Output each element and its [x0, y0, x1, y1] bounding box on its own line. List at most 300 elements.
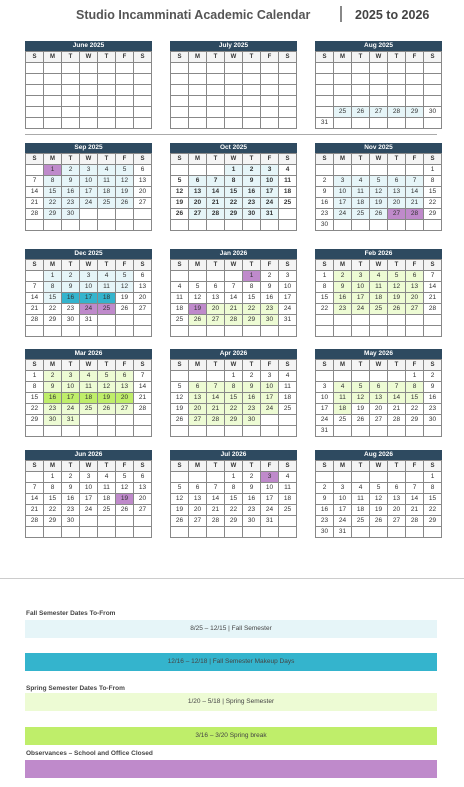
- day-cell: 2: [44, 371, 62, 382]
- day-cell: [261, 63, 279, 74]
- day-cell: 9: [424, 382, 442, 393]
- weekday-label: S: [279, 52, 297, 63]
- day-cell: [352, 472, 370, 483]
- month-header: Feb 2026: [315, 249, 442, 259]
- weekday-label: W: [370, 260, 388, 271]
- weekday-label: S: [279, 461, 297, 472]
- day-cell: 13: [189, 393, 207, 404]
- day-cell: 25: [352, 209, 370, 220]
- day-cell: [134, 315, 152, 326]
- day-cell: 12: [352, 393, 370, 404]
- day-cell: 19: [116, 293, 134, 304]
- day-cell: 13: [116, 382, 134, 393]
- day-cell: [424, 326, 442, 337]
- day-cell: 22: [225, 198, 243, 209]
- day-cell: [26, 426, 44, 437]
- weekday-label: S: [279, 154, 297, 165]
- day-cell: 4: [279, 165, 297, 176]
- month-calendar: [170, 249, 297, 337]
- day-cell: [171, 63, 189, 74]
- day-cell: 30: [261, 315, 279, 326]
- day-cell: [334, 220, 352, 231]
- day-cell: [316, 96, 334, 107]
- day-cell: 3: [279, 271, 297, 282]
- day-cell: [26, 85, 44, 96]
- day-cell: [116, 220, 134, 231]
- day-cell: 31: [316, 118, 334, 129]
- day-cell: 9: [243, 483, 261, 494]
- day-cell: 11: [98, 483, 116, 494]
- day-cell: [26, 527, 44, 538]
- weekday-label: T: [62, 260, 80, 271]
- day-cell: [334, 165, 352, 176]
- day-cell: 9: [316, 187, 334, 198]
- weekday-label: S: [424, 52, 442, 63]
- day-cell: [189, 426, 207, 437]
- day-cell: [80, 85, 98, 96]
- day-cell: 23: [62, 304, 80, 315]
- day-cell: 30: [62, 315, 80, 326]
- day-cell: 15: [225, 187, 243, 198]
- day-cell: [352, 165, 370, 176]
- day-cell: 8: [406, 382, 424, 393]
- day-cell: [279, 63, 297, 74]
- weekday-label: S: [316, 260, 334, 271]
- day-cell: [334, 426, 352, 437]
- weekday-label: S: [171, 154, 189, 165]
- day-cell: 10: [80, 176, 98, 187]
- day-cell: 4: [352, 176, 370, 187]
- day-cell: 24: [261, 198, 279, 209]
- day-cell: [316, 74, 334, 85]
- day-cell: [261, 426, 279, 437]
- day-cell: 20: [406, 293, 424, 304]
- day-cell: [189, 74, 207, 85]
- day-cell: 23: [261, 304, 279, 315]
- day-cell: 9: [334, 282, 352, 293]
- day-cell: 6: [134, 472, 152, 483]
- day-cell: 14: [424, 282, 442, 293]
- day-cell: 1: [44, 165, 62, 176]
- day-cell: 19: [388, 293, 406, 304]
- day-cell: [44, 426, 62, 437]
- day-cell: 2: [62, 472, 80, 483]
- fall-legend-heading: Fall Semester Dates To-From: [26, 610, 116, 617]
- weekday-label: T: [352, 52, 370, 63]
- day-cell: 9: [62, 176, 80, 187]
- day-cell: [44, 118, 62, 129]
- day-cell: 25: [370, 304, 388, 315]
- day-cell: 1: [44, 472, 62, 483]
- day-cell: 4: [370, 271, 388, 282]
- day-cell: 31: [261, 209, 279, 220]
- weekday-label: W: [225, 360, 243, 371]
- month-header: Aug 2026: [315, 450, 442, 460]
- day-cell: 19: [116, 187, 134, 198]
- day-cell: 21: [225, 304, 243, 315]
- day-cell: 10: [80, 282, 98, 293]
- day-cell: 26: [171, 415, 189, 426]
- day-cell: [134, 96, 152, 107]
- day-cell: 22: [44, 198, 62, 209]
- day-cell: [26, 118, 44, 129]
- day-cell: [370, 220, 388, 231]
- day-cell: [406, 315, 424, 326]
- day-cell: [207, 96, 225, 107]
- weekday-label: S: [424, 154, 442, 165]
- weekday-label: W: [225, 52, 243, 63]
- day-cell: [243, 63, 261, 74]
- day-cell: [352, 118, 370, 129]
- day-cell: [243, 96, 261, 107]
- day-cell: [243, 74, 261, 85]
- day-cell: 9: [243, 176, 261, 187]
- day-cell: 13: [134, 282, 152, 293]
- day-cell: 23: [316, 516, 334, 527]
- weekday-label: T: [207, 52, 225, 63]
- weekday-label: F: [261, 52, 279, 63]
- day-cell: 19: [189, 304, 207, 315]
- day-cell: 26: [352, 415, 370, 426]
- day-cell: 8: [424, 176, 442, 187]
- day-cell: 7: [26, 176, 44, 187]
- day-cell: 5: [98, 371, 116, 382]
- fall-makeup-legend: 12/16 – 12/18 | Fall Semester Makeup Days: [25, 653, 437, 671]
- day-cell: 10: [279, 282, 297, 293]
- weekday-label: M: [44, 154, 62, 165]
- day-cell: 3: [261, 165, 279, 176]
- day-cell: 10: [334, 187, 352, 198]
- weekday-label: S: [424, 260, 442, 271]
- day-cell: 4: [171, 282, 189, 293]
- day-cell: [98, 96, 116, 107]
- day-cell: [261, 74, 279, 85]
- day-cell: 11: [80, 382, 98, 393]
- day-cell: [261, 415, 279, 426]
- day-cell: [352, 527, 370, 538]
- day-cell: 8: [424, 483, 442, 494]
- day-cell: 9: [261, 282, 279, 293]
- day-cell: 28: [406, 209, 424, 220]
- day-cell: 28: [388, 415, 406, 426]
- day-cell: [370, 315, 388, 326]
- weekday-label: T: [62, 154, 80, 165]
- day-cell: 31: [316, 426, 334, 437]
- day-cell: [279, 426, 297, 437]
- day-cell: 26: [388, 304, 406, 315]
- day-cell: 5: [116, 472, 134, 483]
- day-cell: [424, 74, 442, 85]
- day-cell: 20: [189, 505, 207, 516]
- day-cell: [225, 527, 243, 538]
- month-calendar: [170, 143, 297, 231]
- day-cell: [207, 107, 225, 118]
- day-cell: 7: [225, 282, 243, 293]
- day-cell: 3: [352, 271, 370, 282]
- day-cell: [243, 426, 261, 437]
- day-cell: 28: [134, 404, 152, 415]
- weekday-label: F: [116, 52, 134, 63]
- day-cell: [370, 426, 388, 437]
- day-cell: 5: [388, 271, 406, 282]
- day-cell: [171, 271, 189, 282]
- day-cell: 6: [134, 271, 152, 282]
- day-cell: [116, 326, 134, 337]
- month-header: Aug 2025: [315, 41, 442, 51]
- day-cell: [370, 371, 388, 382]
- weekday-label: F: [406, 52, 424, 63]
- day-cell: [406, 426, 424, 437]
- weekday-label: S: [134, 461, 152, 472]
- weekday-label: M: [44, 52, 62, 63]
- day-cell: [98, 107, 116, 118]
- weekday-label: M: [334, 52, 352, 63]
- month-calendar: [315, 143, 442, 231]
- day-cell: [189, 271, 207, 282]
- day-cell: 1: [225, 165, 243, 176]
- weekday-label: F: [406, 260, 424, 271]
- day-cell: 4: [279, 472, 297, 483]
- day-cell: 3: [334, 176, 352, 187]
- day-cell: 21: [26, 304, 44, 315]
- day-cell: 20: [134, 293, 152, 304]
- month-header: Oct 2025: [170, 143, 297, 153]
- weekday-label: T: [388, 154, 406, 165]
- day-cell: 3: [261, 371, 279, 382]
- day-cell: [26, 96, 44, 107]
- day-cell: 1: [406, 371, 424, 382]
- day-cell: 24: [80, 505, 98, 516]
- day-cell: 8: [225, 176, 243, 187]
- day-cell: 10: [334, 494, 352, 505]
- day-cell: 11: [171, 293, 189, 304]
- day-cell: 6: [388, 176, 406, 187]
- day-cell: [424, 118, 442, 129]
- day-cell: [406, 85, 424, 96]
- weekday-label: M: [44, 360, 62, 371]
- day-cell: 5: [116, 165, 134, 176]
- day-cell: 23: [316, 209, 334, 220]
- day-cell: 7: [424, 271, 442, 282]
- day-cell: 29: [225, 516, 243, 527]
- day-cell: [26, 63, 44, 74]
- day-cell: [134, 107, 152, 118]
- weekday-label: T: [62, 52, 80, 63]
- day-cell: [334, 63, 352, 74]
- day-cell: 22: [225, 505, 243, 516]
- day-cell: 16: [243, 494, 261, 505]
- day-cell: 14: [406, 187, 424, 198]
- day-cell: 17: [80, 494, 98, 505]
- day-cell: 12: [98, 382, 116, 393]
- observance-legend: [25, 760, 437, 778]
- day-cell: 16: [424, 393, 442, 404]
- day-cell: [406, 220, 424, 231]
- day-cell: 15: [44, 293, 62, 304]
- day-cell: [171, 472, 189, 483]
- day-cell: 8: [44, 176, 62, 187]
- day-cell: 12: [171, 494, 189, 505]
- day-cell: 10: [316, 393, 334, 404]
- day-cell: [279, 85, 297, 96]
- weekday-label: W: [370, 461, 388, 472]
- day-cell: [370, 118, 388, 129]
- day-cell: [98, 516, 116, 527]
- day-cell: 1: [316, 271, 334, 282]
- day-cell: [207, 271, 225, 282]
- day-cell: [134, 220, 152, 231]
- day-cell: 16: [44, 393, 62, 404]
- day-cell: 8: [243, 282, 261, 293]
- day-cell: [189, 326, 207, 337]
- day-cell: [334, 118, 352, 129]
- day-cell: 12: [116, 282, 134, 293]
- day-cell: 30: [62, 516, 80, 527]
- day-cell: [26, 74, 44, 85]
- day-cell: [80, 527, 98, 538]
- day-cell: [225, 63, 243, 74]
- day-cell: 7: [26, 282, 44, 293]
- day-cell: 6: [189, 483, 207, 494]
- day-cell: [334, 74, 352, 85]
- month-calendar: [25, 450, 152, 538]
- day-cell: [352, 220, 370, 231]
- day-cell: [171, 527, 189, 538]
- day-cell: 12: [370, 187, 388, 198]
- weekday-label: F: [261, 260, 279, 271]
- day-cell: 5: [171, 176, 189, 187]
- day-cell: 6: [406, 271, 424, 282]
- day-cell: 16: [316, 198, 334, 209]
- day-cell: [388, 96, 406, 107]
- day-cell: 14: [207, 393, 225, 404]
- day-cell: 15: [424, 187, 442, 198]
- day-cell: 10: [261, 382, 279, 393]
- day-cell: 30: [316, 220, 334, 231]
- day-cell: 30: [424, 107, 442, 118]
- day-cell: 3: [316, 382, 334, 393]
- day-cell: 7: [134, 371, 152, 382]
- weekday-label: W: [80, 461, 98, 472]
- day-cell: 29: [44, 209, 62, 220]
- day-cell: 22: [225, 404, 243, 415]
- day-cell: [279, 74, 297, 85]
- day-cell: [388, 315, 406, 326]
- day-cell: 15: [225, 393, 243, 404]
- day-cell: 14: [225, 293, 243, 304]
- day-cell: 27: [370, 415, 388, 426]
- day-cell: 27: [189, 516, 207, 527]
- day-cell: [116, 527, 134, 538]
- day-cell: [261, 107, 279, 118]
- day-cell: [189, 85, 207, 96]
- day-cell: [44, 527, 62, 538]
- day-cell: 14: [207, 494, 225, 505]
- month-header: Apr 2026: [170, 349, 297, 359]
- month-header: Jul 2026: [170, 450, 297, 460]
- day-cell: 19: [171, 198, 189, 209]
- weekday-label: T: [98, 360, 116, 371]
- day-cell: 24: [279, 304, 297, 315]
- day-cell: [189, 118, 207, 129]
- day-cell: 23: [62, 198, 80, 209]
- day-cell: [80, 96, 98, 107]
- day-cell: 22: [44, 505, 62, 516]
- day-cell: 30: [243, 209, 261, 220]
- day-cell: [225, 426, 243, 437]
- day-cell: [62, 426, 80, 437]
- weekday-label: T: [98, 154, 116, 165]
- day-cell: [171, 74, 189, 85]
- day-cell: 14: [26, 187, 44, 198]
- day-cell: 16: [316, 505, 334, 516]
- day-cell: 20: [134, 187, 152, 198]
- day-cell: 29: [406, 107, 424, 118]
- day-cell: 21: [388, 404, 406, 415]
- weekday-label: F: [261, 360, 279, 371]
- day-cell: 22: [424, 505, 442, 516]
- weekday-label: S: [316, 360, 334, 371]
- day-cell: 26: [98, 404, 116, 415]
- day-cell: [370, 96, 388, 107]
- day-cell: [189, 527, 207, 538]
- weekday-label: M: [189, 260, 207, 271]
- day-cell: [44, 63, 62, 74]
- day-cell: [316, 85, 334, 96]
- weekday-label: T: [243, 360, 261, 371]
- day-cell: 17: [261, 187, 279, 198]
- day-cell: [316, 472, 334, 483]
- day-cell: 31: [334, 527, 352, 538]
- weekday-label: M: [189, 154, 207, 165]
- weekday-label: F: [116, 260, 134, 271]
- weekday-label: S: [134, 360, 152, 371]
- day-cell: 9: [62, 483, 80, 494]
- day-cell: [424, 315, 442, 326]
- day-cell: 25: [279, 198, 297, 209]
- day-cell: 30: [62, 209, 80, 220]
- day-cell: 2: [243, 371, 261, 382]
- day-cell: [243, 85, 261, 96]
- day-cell: 29: [424, 516, 442, 527]
- day-cell: [406, 326, 424, 337]
- day-cell: 12: [370, 494, 388, 505]
- day-cell: 11: [370, 282, 388, 293]
- day-cell: 15: [26, 393, 44, 404]
- day-cell: 15: [44, 494, 62, 505]
- month-calendar: [25, 349, 152, 437]
- day-cell: 21: [207, 505, 225, 516]
- day-cell: [134, 326, 152, 337]
- day-cell: 20: [134, 494, 152, 505]
- weekday-label: F: [261, 154, 279, 165]
- weekday-label: T: [388, 52, 406, 63]
- month-header: June 2025: [25, 41, 152, 51]
- day-cell: [80, 107, 98, 118]
- day-cell: [134, 415, 152, 426]
- weekday-label: S: [26, 360, 44, 371]
- day-cell: 5: [370, 176, 388, 187]
- weekday-label: T: [62, 461, 80, 472]
- day-cell: [352, 96, 370, 107]
- day-cell: [406, 527, 424, 538]
- day-cell: [171, 426, 189, 437]
- day-cell: 1: [225, 371, 243, 382]
- day-cell: 7: [207, 176, 225, 187]
- day-cell: 7: [406, 483, 424, 494]
- section-divider: [25, 134, 437, 135]
- weekday-label: S: [134, 154, 152, 165]
